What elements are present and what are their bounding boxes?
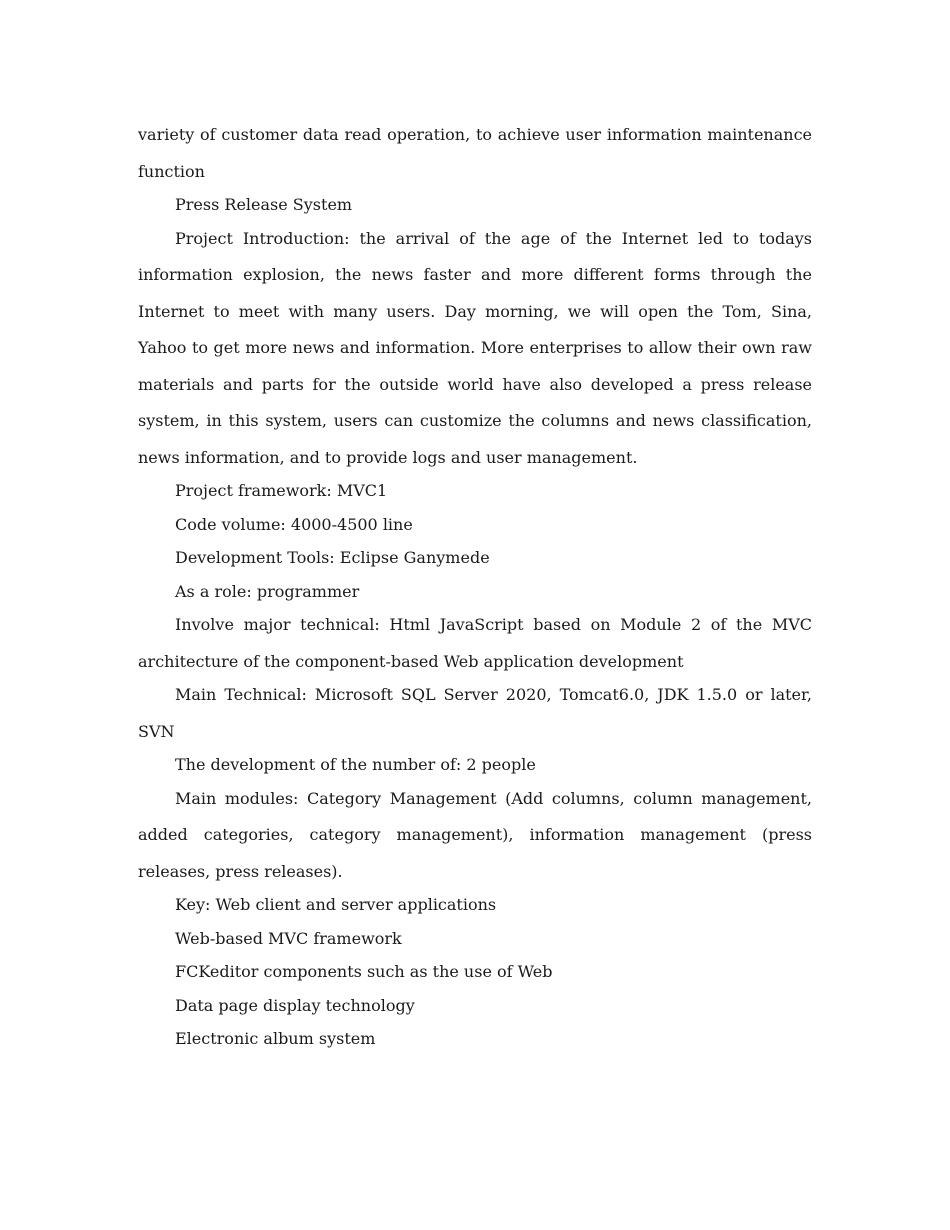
paragraph-mvc-framework: Web-based MVC framework — [175, 928, 402, 948]
paragraph-development-tools: Development Tools: Eclipse Ganymede — [175, 548, 490, 567]
paragraph-fckeditor: FCKeditor components such as the use of Web — [175, 962, 553, 981]
paragraph-project-framework: Project framework: MVC1 — [175, 481, 388, 500]
paragraph-main-technical: Main Technical: Microsoft SQL Server 2020, Tomcat6.0, JDK 1.5.0 or later, SVN — [138, 685, 812, 741]
paragraph-main-modules: Main modules: Category Management (Add columns, column management, added categories, category management), information management (press releases, press releases). — [138, 788, 812, 881]
paragraph-code-volume: Code volume: 4000-4500 line — [175, 514, 413, 534]
paragraph-major-technical: Involve major technical: Html JavaScript based on Module 2 of the MVC architecture of the component-based Web application development — [138, 615, 812, 671]
paragraph-intro-continuation: variety of customer data read operation, to achieve user information maintenance function — [138, 125, 812, 181]
paragraph-project-introduction: Project Introduction: the arrival of the age of the Internet led to todays information explosion, the news faster and more different forms through the Internet to meet with many users. Day morning, we will open the Tom, Sina, Yahoo to get more news and information. More enterprises to allow their own raw materials and parts for the outside world have also developed a press release system, in this system, users can customize the columns and news classification, news information, and to provide logs and user management. — [138, 228, 812, 467]
paragraph-key: Key: Web client and server applications — [175, 895, 497, 914]
paragraph-role: As a role: programmer — [175, 581, 360, 601]
paragraph-data-page-display: Data page display technology — [175, 995, 415, 1015]
document-body — [138, 117, 812, 1058]
section-heading-press-release-system: Press Release System — [175, 195, 353, 214]
section-heading-electronic-album-system: Electronic album system — [175, 1029, 376, 1048]
paragraph-team-size: The development of the number of: 2 people — [175, 755, 536, 774]
